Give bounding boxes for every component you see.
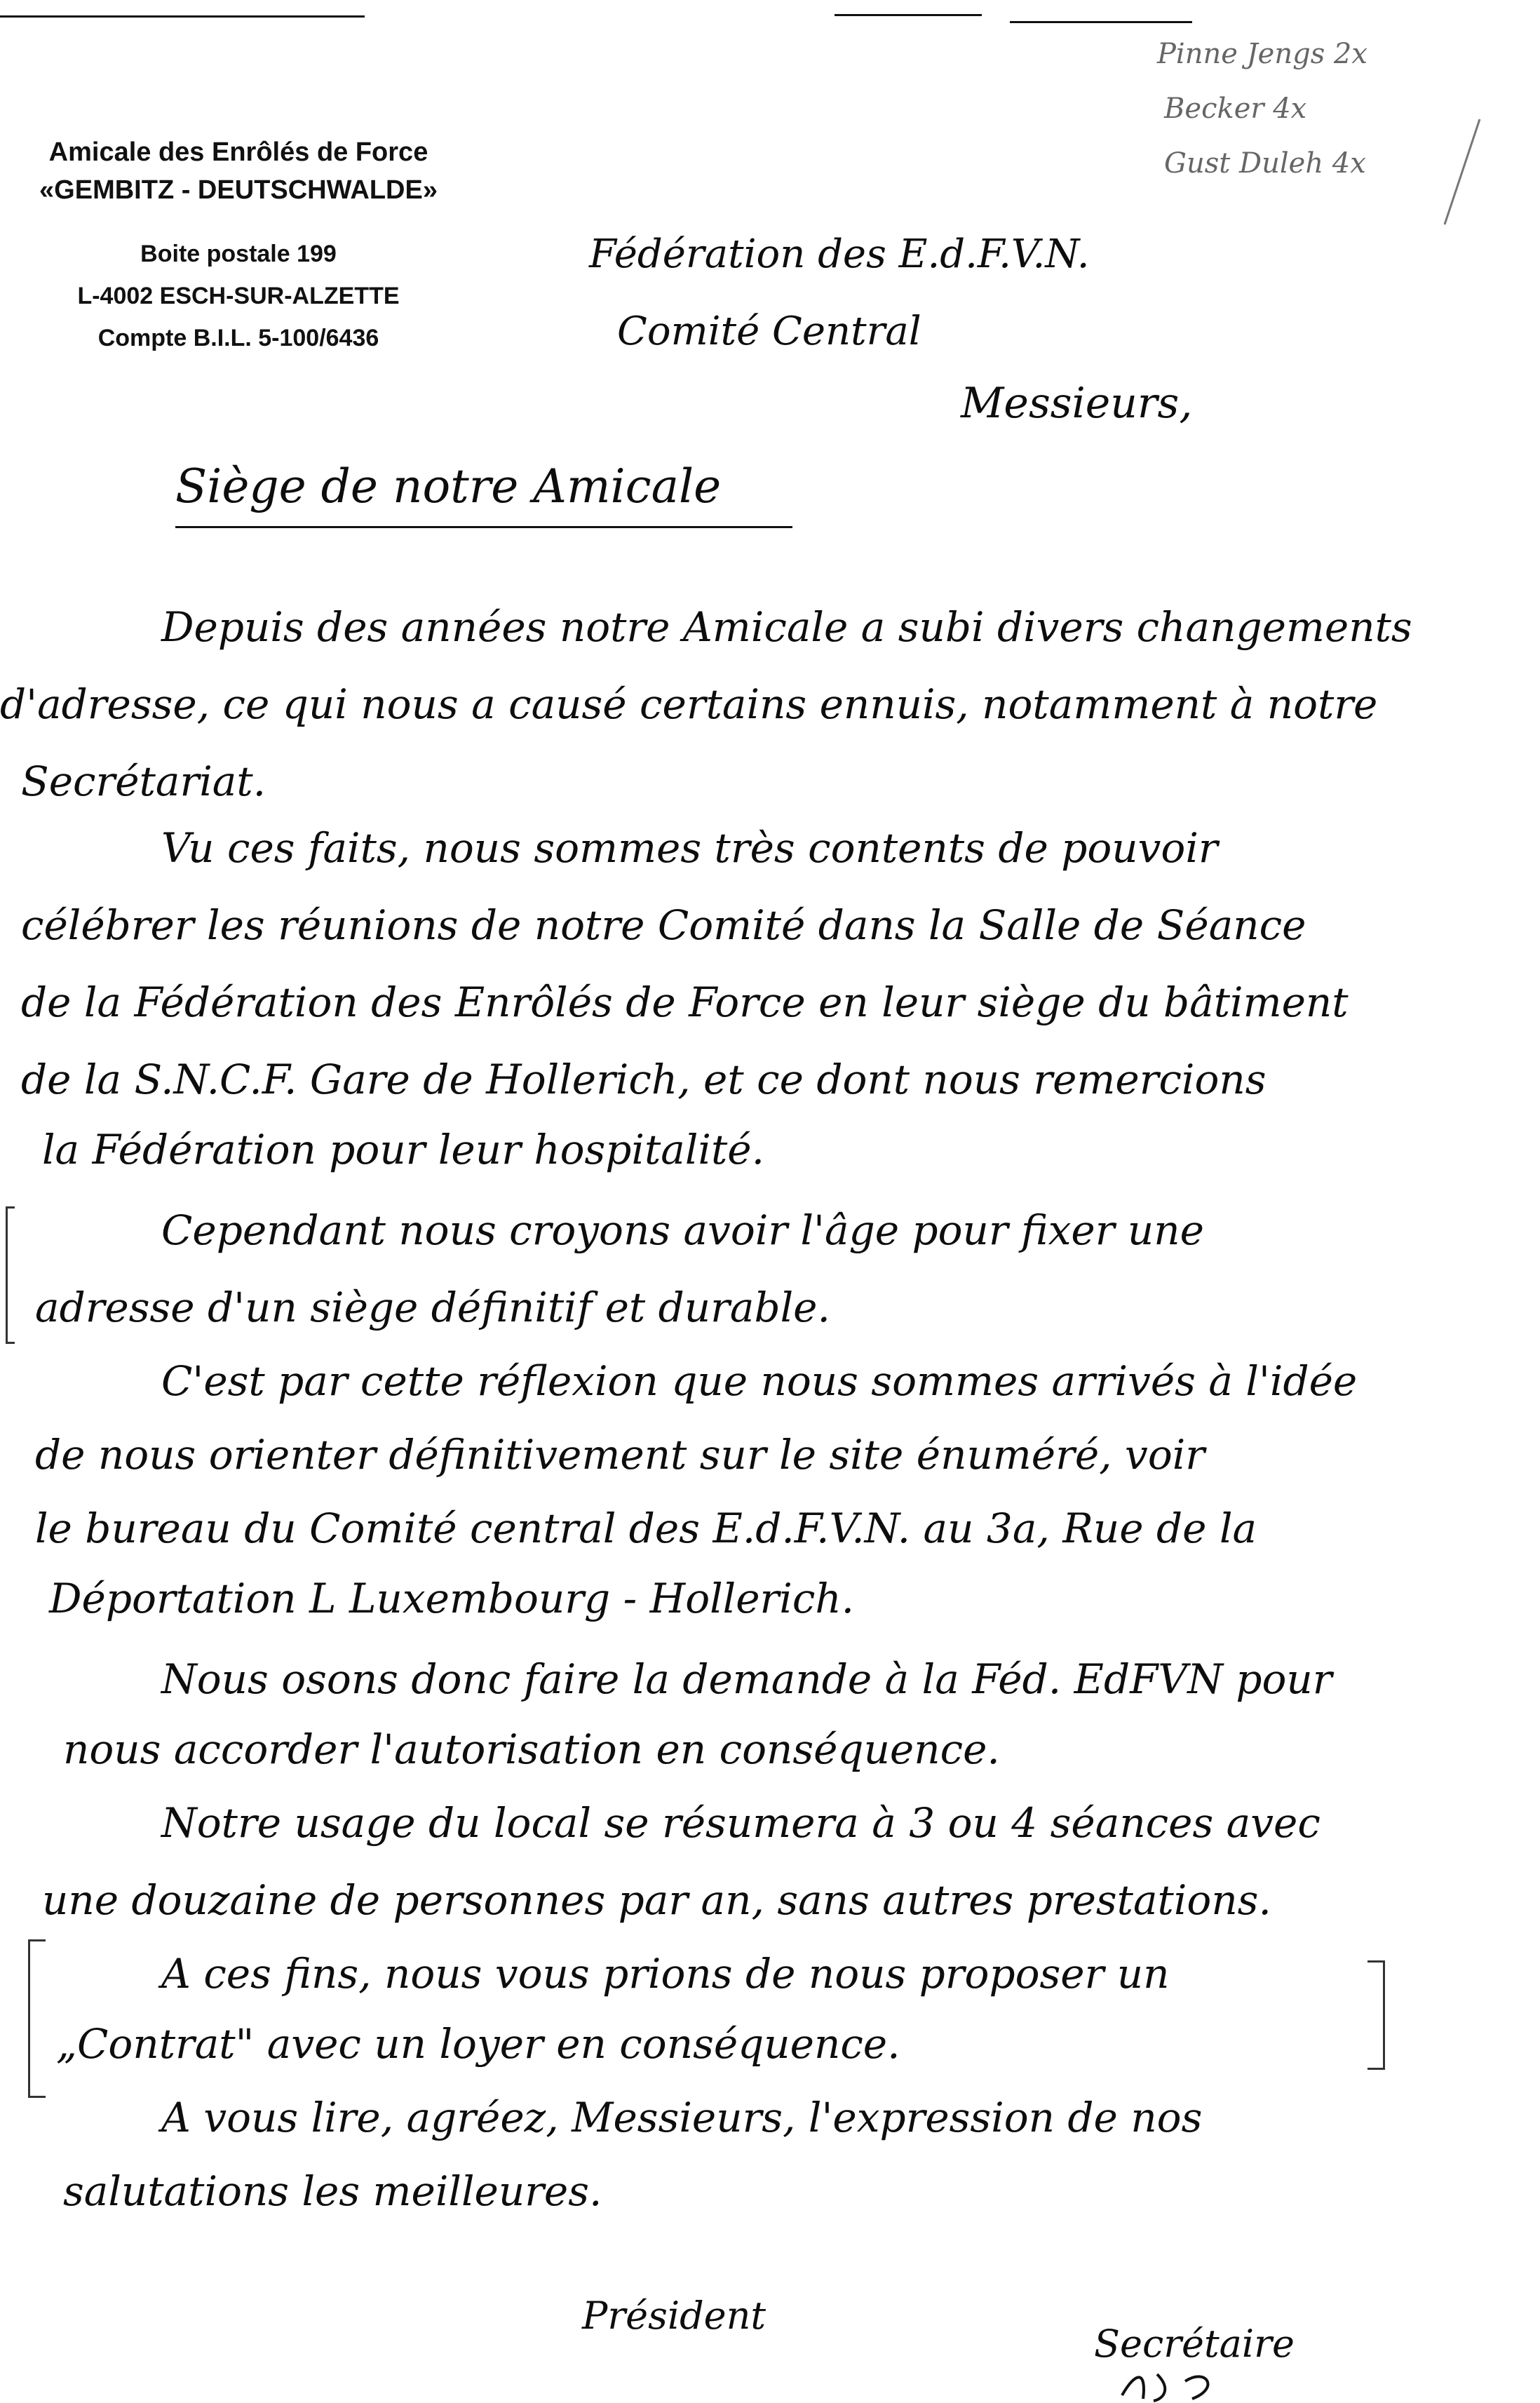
top-scan-rule-left [0, 15, 365, 18]
body-line: de la S.N.C.F. Gare de Hollerich, et ce dont nous remercions [21, 1056, 1267, 1103]
letterhead-account: Compte B.I.L. 5-100/6436 [97, 325, 379, 351]
letterhead-po-box: Boite postale 199 [140, 241, 337, 267]
subject-title: Siège de notre Amicale [175, 459, 722, 513]
margin-note-line-3: Gust Duleh 4x [1164, 147, 1366, 180]
contract-bracket-left [28, 1939, 46, 2098]
body-line: célébrer les réunions de notre Comité dans la Salle de Séance [21, 901, 1306, 949]
margin-note-line-1: Pinne Jengs 2x [1157, 38, 1367, 70]
recipient-line-1: Fédération des E.d.F.V.N. [589, 231, 1090, 277]
body-line: C'est par cette réflexion que nous sommes arrivés à l'idée [161, 1357, 1358, 1405]
subject-underline [175, 526, 792, 528]
body-line: „Contrat" avec un loyer en conséquence. [56, 2020, 900, 2068]
left-margin-bracket [6, 1206, 15, 1344]
salutation: Messieurs, [961, 379, 1193, 428]
pencil-stroke-mark [1431, 112, 1487, 231]
body-line: de nous orienter définitivement sur le site énuméré, voir [35, 1431, 1205, 1479]
top-scan-rule-right [1010, 21, 1192, 23]
secretary-signature-scribble [1115, 2367, 1269, 2403]
letterhead-org-name: Amicale des Enrôlés de Force [48, 137, 428, 167]
contract-bracket-right [1367, 1960, 1385, 2070]
body-line: adresse d'un siège définitif et durable. [35, 1284, 830, 1331]
body-line: le bureau du Comité central des E.d.F.V.N. au 3a, Rue de la [35, 1505, 1257, 1552]
letterhead-organization [7, 133, 470, 209]
margin-note-line-2: Becker 4x [1164, 93, 1307, 125]
signature-secretary-label: Secrétaire [1094, 2322, 1295, 2366]
body-line: Vu ces faits, nous sommes très contents de pouvoir [161, 824, 1218, 872]
body-line: Nous osons donc faire la demande à la Féd. EdFVN pour [161, 1655, 1332, 1703]
body-line: A vous lire, agréez, Messieurs, l'expression de nos [161, 2094, 1203, 2141]
body-line: Déportation L Luxembourg - Hollerich. [49, 1575, 855, 1622]
body-line: nous accorder l'autorisation en conséquence. [63, 1725, 1000, 1773]
body-line: la Fédération pour leur hospitalité. [42, 1126, 765, 1173]
body-line: Depuis des années notre Amicale a subi divers changements [161, 603, 1412, 651]
body-line: d'adresse, ce qui nous a causé certains ennuis, notamment à notre [0, 680, 1378, 728]
letterhead-city: L-4002 ESCH-SUR-ALZETTE [77, 283, 400, 309]
body-line: A ces fins, nous vous prions de nous proposer un [161, 1950, 1170, 1998]
letterhead-org-subtitle: «GEMBITZ - DEUTSCHWALDE» [39, 175, 438, 205]
letterhead-address [21, 233, 456, 359]
body-line: une douzaine de personnes par an, sans autres prestations. [42, 1876, 1271, 1924]
recipient-line-2: Comité Central [617, 309, 921, 354]
body-line: Secrétariat. [21, 758, 266, 805]
body-line: Notre usage du local se résumera à 3 ou 4 séances avec [161, 1799, 1321, 1847]
signature-president-label: Président [582, 2294, 766, 2338]
body-line: de la Fédération des Enrôlés de Force en leur siège du bâtiment [21, 978, 1349, 1026]
body-line: Cependant nous croyons avoir l'âge pour fixer une [161, 1206, 1204, 1254]
body-line: salutations les meilleures. [63, 2167, 602, 2215]
top-scan-rule-middle [835, 14, 982, 16]
